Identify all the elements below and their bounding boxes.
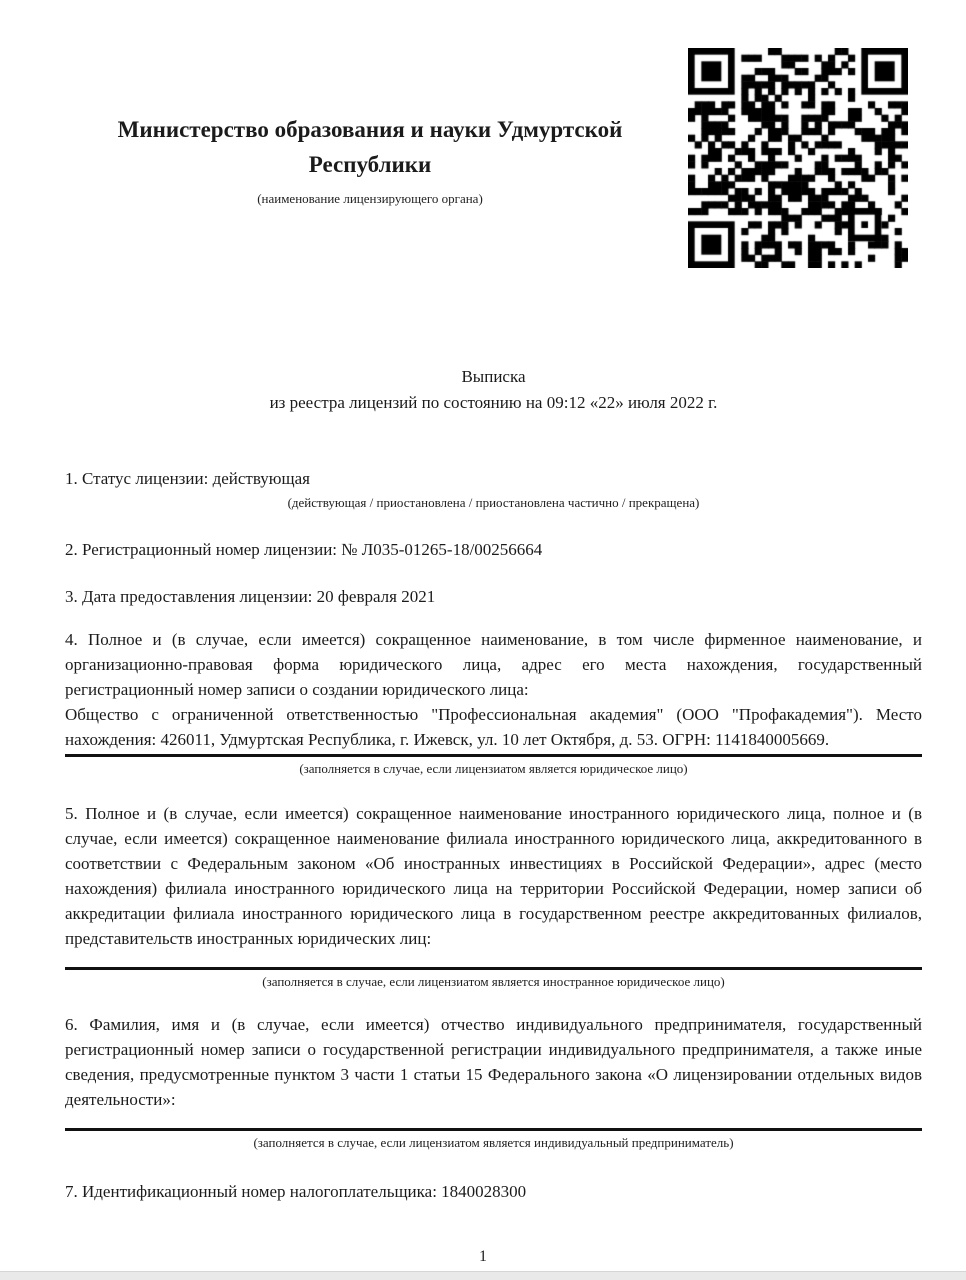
document-header [65, 112, 675, 208]
item-foreign-entity-text: 5. Полное и (в случае, если имеется) сокращенное наименование иностранного юридического лица, полное и (в случае, если имеется) сокращенное наименование филиала иностранного юридического лица, аккредитованного в соответствии с Федеральным законом «Об иностранных инвестициях в Российской Федерации», адрес (место нахождения) филиала иностранного юридического лица на территории Российской Федерации, номер записи об аккредитации филиала иностранного юридического лица в государственном реестре аккредитованных филиалов, представительств иностранных юридических лиц: [65, 804, 922, 948]
item-legal-entity [65, 627, 922, 777]
item-taxpayer-number [65, 1179, 922, 1204]
item-license-status [65, 466, 922, 511]
item-grant-date-text: 3. Дата предоставления лицензии: 20 февраля 2021 [65, 587, 436, 606]
item-individual-entrepreneur [65, 1012, 922, 1151]
item-individual-entrepreneur-blank-field [65, 1114, 922, 1131]
item-individual-entrepreneur-caption: (заполняется в случае, если лицензиатом является индивидуальный предприниматель) [253, 1135, 734, 1150]
page-number: 1 [479, 1248, 487, 1265]
document-title: Выписка [461, 367, 526, 386]
document-subtitle: из реестра лицензий по состоянию на 09:12 «22» июля 2022 г. [269, 393, 718, 412]
item-legal-entity-text: 4. Полное и (в случае, если имеется) сокращенное наименование, в том числе фирменное наименование, и организационно-правовая форма юридического лица, адрес его места нахождения, государственный регистрационный номер записи о создании юридического лица: [65, 630, 922, 699]
page-bottom-edge [0, 1271, 966, 1280]
item-license-status-caption: (действующая / приостановлена / приостановлена частично / прекращена) [287, 495, 700, 510]
item-taxpayer-number-text: 7. Идентификационный номер налогоплательщика: 1840028300 [65, 1182, 527, 1201]
licensing-authority-caption: (наименование лицензирующего органа) [257, 191, 483, 206]
item-registration-number [65, 537, 922, 562]
item-individual-entrepreneur-text: 6. Фамилия, имя и (в случае, если имеется) отчество индивидуального предпринимателя, государственный регистрационный номер записи о государственной регистрации индивидуального предпринимателя, а также иные сведения, предусмотренные пунктом 3 части 1 статьи 15 Федерального закона «О лицензировании отдельных видов деятельности»: [65, 1015, 922, 1109]
item-foreign-entity-blank-field [65, 953, 922, 970]
document-title-block [65, 364, 922, 416]
item-legal-entity-value: Общество с ограниченной ответственностью "Профессиональная академия" (ООО "Профакадемия"). Место нахождения: 426011, Удмуртская Республика, г. Ижевск, ул. 10 лет Октября, д. 53. ОГРН: 1141840005669. [65, 702, 922, 757]
licensing-authority-name: Министерство образования и науки Удмуртской Республики [117, 117, 623, 177]
item-foreign-entity-caption: (заполняется в случае, если лицензиатом является иностранное юридическое лицо) [262, 974, 725, 989]
item-legal-entity-caption: (заполняется в случае, если лицензиатом является юридическое лицо) [299, 761, 688, 776]
item-foreign-entity [65, 801, 922, 990]
item-registration-number-text: 2. Регистрационный номер лицензии: № Л035-01265-18/00256664 [65, 540, 543, 559]
item-license-status-text: 1. Статус лицензии: действующая [65, 469, 310, 488]
item-grant-date [65, 584, 922, 609]
